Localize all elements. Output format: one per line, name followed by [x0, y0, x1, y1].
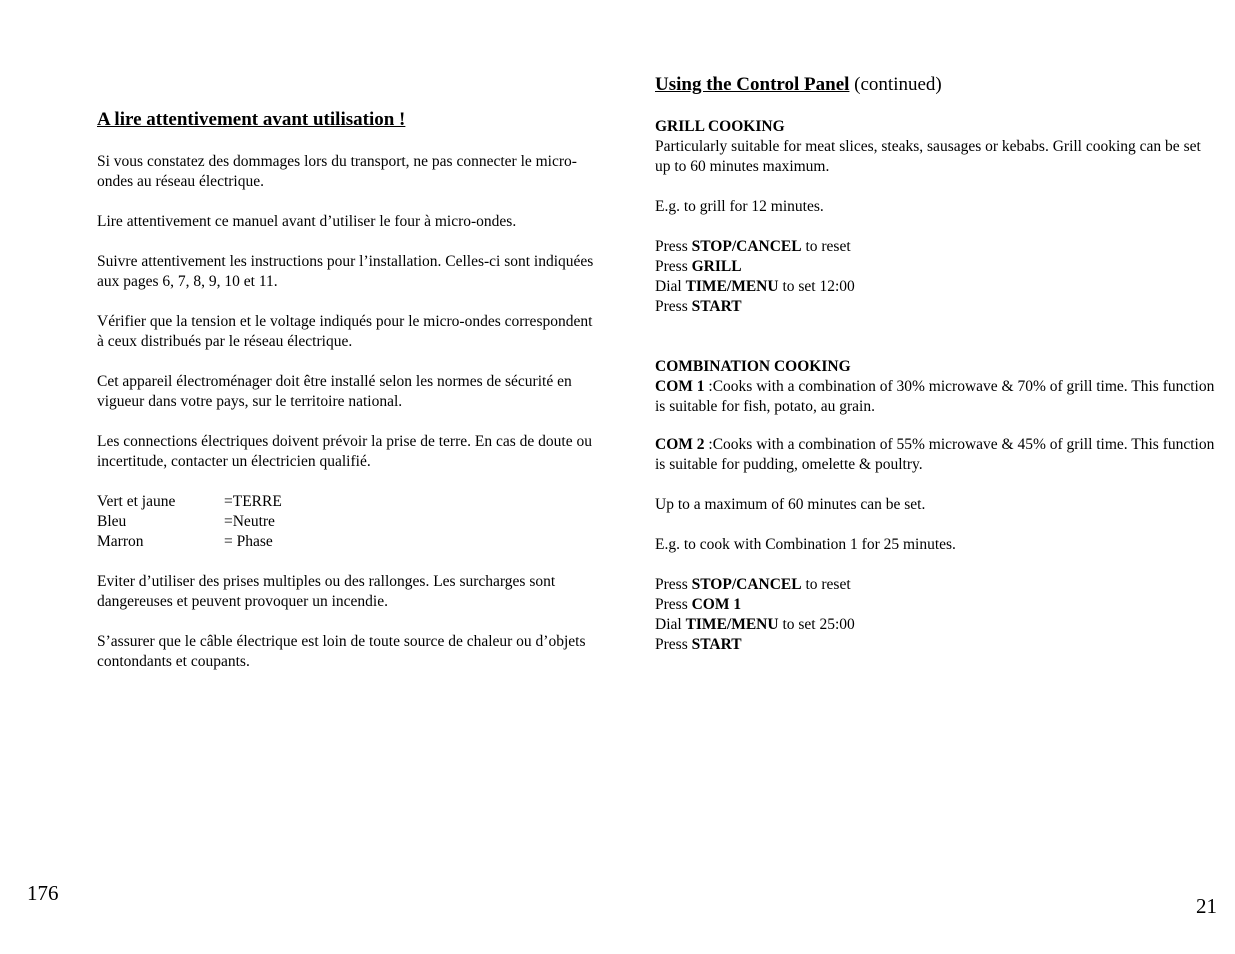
step-key: GRILL	[691, 258, 742, 275]
step-verb: Press	[655, 576, 692, 593]
combination-example: E.g. to cook with Combination 1 for 25 minutes.	[655, 536, 956, 553]
paragraph: Cet appareil électroménager doit être installé selon les normes de sécurité en vigueur dans votre pays, sur le territoire national.	[97, 373, 572, 410]
wire-value: =TERRE	[224, 493, 282, 510]
com1-key: COM 1	[655, 378, 705, 395]
grill-example: E.g. to grill for 12 minutes.	[655, 198, 824, 215]
step-line	[655, 277, 1215, 297]
step-line	[655, 575, 1215, 595]
grill-steps	[655, 237, 1215, 317]
paragraph: Si vous constatez des dommages lors du transport, ne pas connecter le micro-ondes au réseau électrique.	[97, 153, 577, 190]
step-key: TIME/MENU	[685, 278, 779, 295]
step-verb: Press	[655, 298, 692, 315]
step-line	[655, 635, 1215, 655]
grill-title: GRILL COOKING	[655, 118, 785, 135]
wire-row	[97, 492, 597, 512]
step-line	[655, 297, 1215, 317]
paragraph: S’assurer que le câble électrique est loin de toute source de chaleur ou d’objets contondants et coupants.	[97, 633, 586, 670]
com2-key: COM 2	[655, 436, 705, 453]
step-verb: Dial	[655, 616, 686, 633]
right-column	[655, 73, 1215, 655]
step-key: TIME/MENU	[685, 616, 779, 633]
step-verb: Press	[655, 596, 692, 613]
com2-text: :Cooks with a combination of 55% microwave & 45% of grill time. This function is suitable for pudding, omelette & poultry.	[655, 436, 1215, 473]
page-number-left: 176	[27, 881, 59, 905]
paragraph: Vérifier que la tension et le voltage indiqués pour le micro-ondes correspondent à ceux distribués par le réseau électrique.	[97, 313, 593, 350]
wire-row	[97, 532, 597, 552]
step-line	[655, 615, 1215, 635]
step-rest: to set 12:00	[778, 278, 855, 295]
paragraph: Lire attentivement ce manuel avant d’utiliser le four à micro-ondes.	[97, 213, 517, 230]
com1-text: :Cooks with a combination of 30% microwave & 70% of grill time. This function is suitable for fish, potato, au grain.	[655, 378, 1215, 415]
step-key: COM 1	[691, 596, 742, 613]
step-key: STOP/CANCEL	[691, 238, 802, 255]
max-note: Up to a maximum of 60 minutes can be set.	[655, 496, 926, 513]
wire-value: = Phase	[224, 533, 273, 550]
left-column	[97, 108, 597, 672]
step-key: START	[691, 298, 742, 315]
heading-title: Using the Control Panel	[655, 74, 850, 95]
step-rest: to reset	[801, 238, 851, 255]
right-heading	[655, 73, 1215, 97]
step-rest: to reset	[801, 576, 851, 593]
step-verb: Press	[655, 636, 692, 653]
wire-table	[97, 492, 597, 552]
com2-description	[655, 435, 1215, 475]
paragraph: Les connections électriques doivent prévoir la prise de terre. En cas de doute ou incertitude, contacter un électricien qualifié.	[97, 433, 592, 470]
heading-suffix: (continued)	[849, 74, 942, 95]
paragraph: Suivre attentivement les instructions pour l’installation. Celles-ci sont indiquées aux pages 6, 7, 8, 9, 10 et 11.	[97, 253, 594, 290]
step-line	[655, 237, 1215, 257]
step-rest: to set 25:00	[778, 616, 855, 633]
combination-steps	[655, 575, 1215, 655]
step-line	[655, 257, 1215, 277]
grill-description: Particularly suitable for meat slices, steaks, sausages or kebabs. Grill cooking can be set up to 60 minutes maximum.	[655, 138, 1201, 175]
step-verb: Press	[655, 258, 692, 275]
step-line	[655, 595, 1215, 615]
step-key: START	[691, 636, 742, 653]
paragraph: Eviter d’utiliser des prises multiples ou des rallonges. Les surcharges sont dangereuses et peuvent provoquer un incendie.	[97, 573, 556, 610]
wire-row	[97, 512, 597, 532]
step-verb: Press	[655, 238, 692, 255]
left-title: A lire attentivement avant utilisation !	[97, 109, 406, 130]
wire-color: Vert et jaune	[97, 493, 176, 510]
wire-color: Bleu	[97, 513, 127, 530]
com1-description	[655, 377, 1215, 417]
combination-title: COMBINATION COOKING	[655, 358, 851, 375]
wire-color: Marron	[97, 533, 144, 550]
step-verb: Dial	[655, 278, 686, 295]
page-number-right: 21	[1196, 894, 1217, 918]
step-key: STOP/CANCEL	[691, 576, 802, 593]
wire-value: =Neutre	[224, 513, 275, 530]
